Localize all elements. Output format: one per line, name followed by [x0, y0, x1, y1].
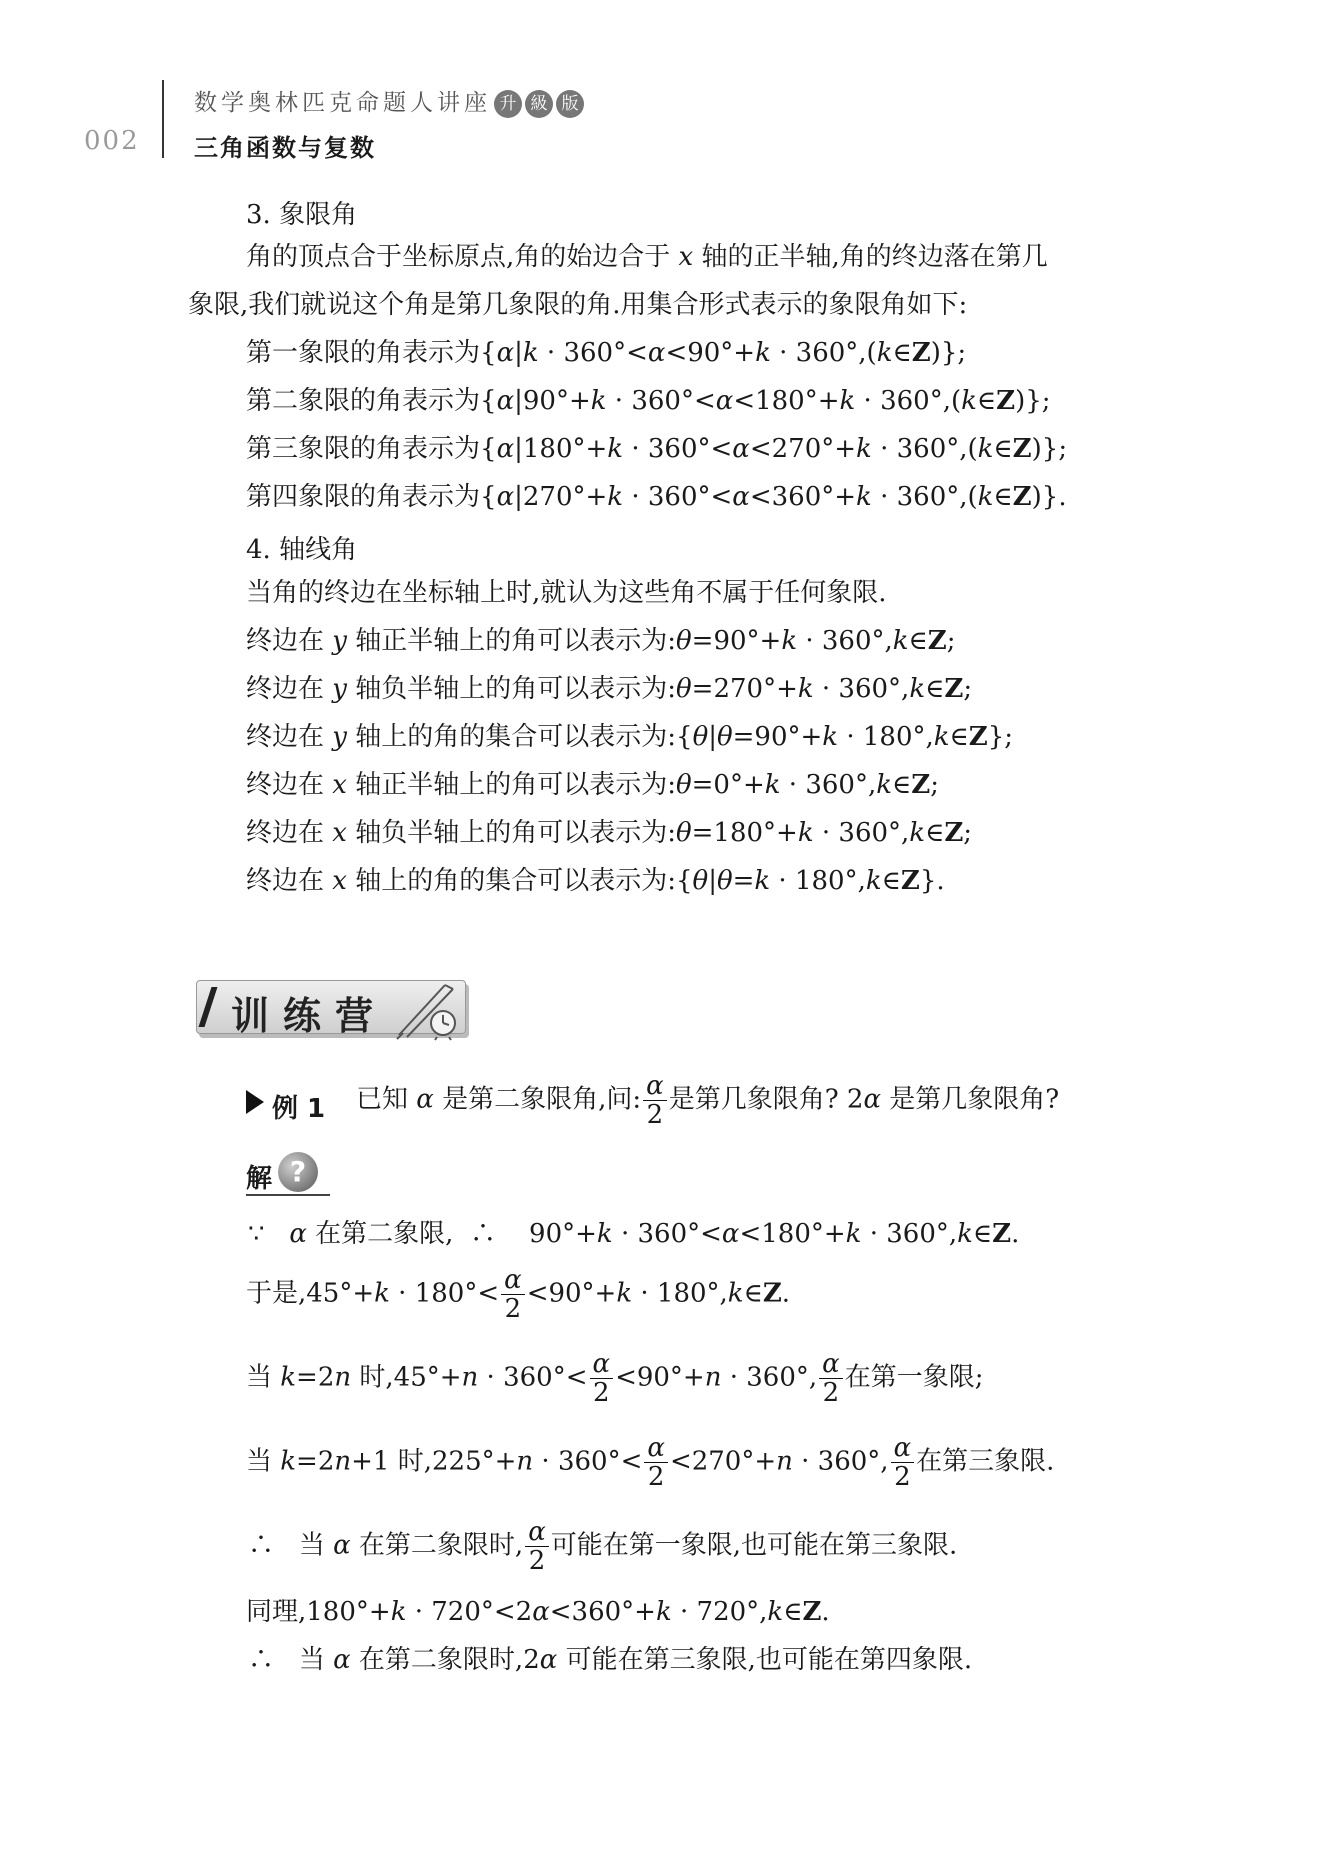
- fraction: $\frac{\alpha}{2}$: [891, 1434, 915, 1491]
- fraction: $\frac{\alpha}{2}$: [643, 1072, 667, 1129]
- section-heading: 3. 象限角: [246, 200, 358, 230]
- solution-underline: [246, 1194, 330, 1196]
- solution-line: 于是,45°+k · 180°< $\frac{\alpha}{2}$ <90°+k · 180°,k∈Z.: [246, 1265, 791, 1324]
- fraction: $\frac{\alpha}{2}$: [590, 1350, 614, 1407]
- formula-line: 终边在 y 轴正半轴上的角可以表示为:θ=90°+k · 360°,k∈Z;: [246, 626, 956, 656]
- solution-line: ∴ 当 α 在第二象限时,2α 可能在第三象限,也可能在第四象限.: [248, 1645, 973, 1675]
- book-title-text: 数学奥林匹克命题人讲座: [194, 90, 491, 116]
- formula-line: 第三象限的角表示为{α|180°+k · 360°<α<270°+k · 360°,(k∈Z)};: [246, 434, 1068, 464]
- section-heading: 4. 轴线角: [246, 535, 358, 565]
- solution-line: 当 k=2n 时,45°+n · 360°< $\frac{\alpha}{2}$ <90°+n · 360°, $\frac{\alpha}{2}$ 在第一象限;: [246, 1349, 984, 1408]
- banner-slash-decoration: [199, 987, 218, 1027]
- example-question: 已知 α 是第二象限角,问: $\frac{\alpha}{2}$ 是第几象限角? 2α 是第几象限角?: [356, 1071, 1060, 1130]
- edition-badge: 級: [525, 90, 553, 118]
- solution-label: 解: [246, 1164, 273, 1194]
- edition-badge: 升: [494, 90, 522, 118]
- formula-line: 终边在 x 轴正半轴上的角可以表示为:θ=0°+k · 360°,k∈Z;: [246, 770, 939, 800]
- play-arrow-icon: [246, 1090, 264, 1114]
- edition-badge: 版: [556, 90, 584, 118]
- fraction: $\frac{\alpha}{2}$: [819, 1350, 843, 1407]
- example-label: 例 1: [272, 1094, 326, 1124]
- solution-line: ∴ 当 α 在第二象限时, $\frac{\alpha}{2}$ 可能在第一象限,也可能在第三象限.: [248, 1517, 958, 1576]
- formula-line: 终边在 y 轴负半轴上的角可以表示为:θ=270°+k · 360°,k∈Z;: [246, 674, 973, 704]
- fraction: $\frac{\alpha}{2}$: [501, 1266, 525, 1323]
- formula-line: 第二象限的角表示为{α|90°+k · 360°<α<180°+k · 360°,(k∈Z)};: [246, 386, 1051, 416]
- pencil-clock-icon: [393, 975, 463, 1041]
- formula-line: 终边在 x 轴负半轴上的角可以表示为:θ=180°+k · 360°,k∈Z;: [246, 818, 973, 848]
- formula-line: 第一象限的角表示为{α|k · 360°<α<90°+k · 360°,(k∈Z)};: [246, 338, 967, 368]
- solution-line: ∵ α 在第二象限, ∴ 90°+k · 360°<α<180°+k · 360°,k∈Z.: [248, 1219, 1020, 1249]
- section-banner: [196, 980, 466, 1038]
- banner-title: 训练营: [231, 994, 388, 1038]
- paragraph: 象限,我们就说这个角是第几象限的角.用集合形式表示的象限角如下:: [188, 290, 968, 320]
- book-title: [194, 84, 584, 118]
- question-mark-icon: ?: [278, 1152, 318, 1192]
- fraction: $\frac{\alpha}{2}$: [644, 1434, 668, 1491]
- fraction: $\frac{\alpha}{2}$: [525, 1518, 549, 1575]
- paragraph: 角的顶点合于坐标原点,角的始边合于 x 轴的正半轴,角的终边落在第几: [246, 242, 1048, 272]
- formula-line: 终边在 y 轴上的角的集合可以表示为:{θ|θ=90°+k · 180°,k∈Z};: [246, 722, 1014, 752]
- solution-line: 当 k=2n+1 时,225°+n · 360°< $\frac{\alpha}{2}$ <270°+n · 360°, $\frac{\alpha}{2}$ 在第三象限.: [246, 1433, 1055, 1492]
- header-divider: [162, 80, 164, 158]
- page-number: 002: [84, 126, 140, 156]
- formula-line: 第四象限的角表示为{α|270°+k · 360°<α<360°+k · 360°,(k∈Z)}.: [246, 482, 1067, 512]
- chapter-title: 三角函数与复数: [194, 134, 376, 162]
- solution-line: 同理,180°+k · 720°<2α<360°+k · 720°,k∈Z.: [246, 1597, 830, 1627]
- paragraph: 当角的终边在坐标轴上时,就认为这些角不属于任何象限.: [246, 578, 887, 608]
- formula-line: 终边在 x 轴上的角的集合可以表示为:{θ|θ=k · 180°,k∈Z}.: [246, 866, 945, 896]
